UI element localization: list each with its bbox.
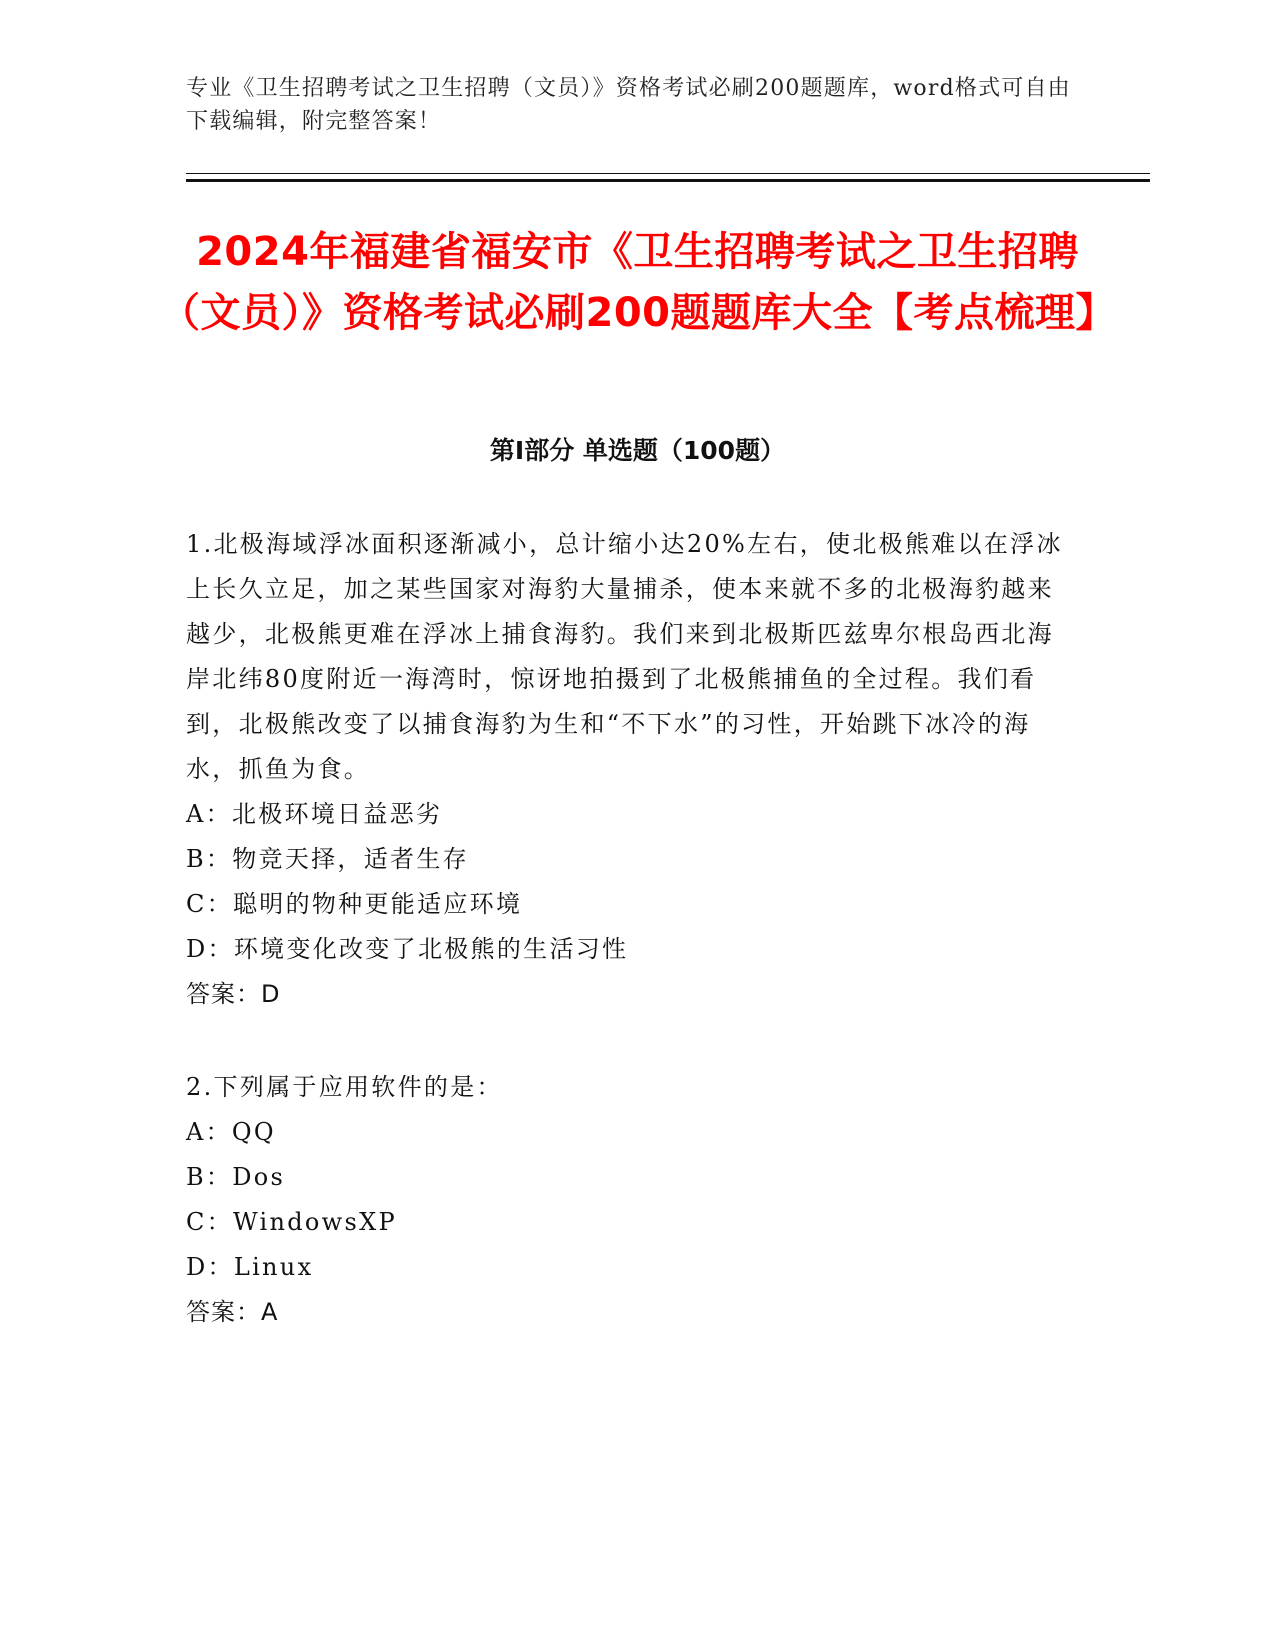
question-2-stem: 2.下列属于应用软件的是：	[186, 1073, 503, 1101]
header-rule-thin	[186, 173, 1150, 174]
question-1-answer: 答案：D	[186, 980, 281, 1008]
document-title: 2024年福建省福安市《卫生招聘考试之卫生招聘（文员）》资格考试必刷200题题库大全【考点梳理】	[160, 229, 1116, 336]
question-2-option-c: C：WindowsXP	[186, 1208, 397, 1236]
question-2-answer: 答案：A	[186, 1298, 279, 1326]
question-1-stem: 1.北极海域浮冰面积逐渐减小，总计缩小达20%左右，使北极熊难以在浮冰上长久立足，加之某些国家对海豹大量捕杀，使本来就不多的北极海豹越来越少，北极熊更难在浮冰上捕食海豹。我们来到北极斯匹兹卑尔根岛西北海岸北纬80度附近一海湾时，惊讶地拍摄到了北极熊捕鱼的全过程。我们看到，北极熊改变了以捕食海豹为生和“不下水”的习性，开始跳下冰冷的海水，抓鱼为食。	[186, 530, 1063, 783]
question-1	[186, 522, 1076, 1017]
header-note: 专业《卫生招聘考试之卫生招聘（文员）》资格考试必刷200题题库，word格式可自由下载编辑，附完整答案！	[186, 76, 1071, 134]
question-2-option-a: A：QQ	[186, 1118, 276, 1146]
question-2-option-d: D：Linux	[186, 1253, 314, 1281]
header-rule-thick	[186, 179, 1150, 182]
question-1-option-b: B：物竞天择，适者生存	[186, 845, 469, 873]
question-1-option-d: D：环境变化改变了北极熊的生活习性	[186, 935, 629, 963]
question-1-option-a: A：北极环境日益恶劣	[186, 800, 443, 828]
section-title: 第Ⅰ部分 单选题（100题）	[489, 436, 786, 465]
question-1-option-c: C：聪明的物种更能适应环境	[186, 890, 523, 918]
question-2-option-b: B：Dos	[186, 1163, 286, 1191]
question-2	[186, 1065, 1076, 1335]
